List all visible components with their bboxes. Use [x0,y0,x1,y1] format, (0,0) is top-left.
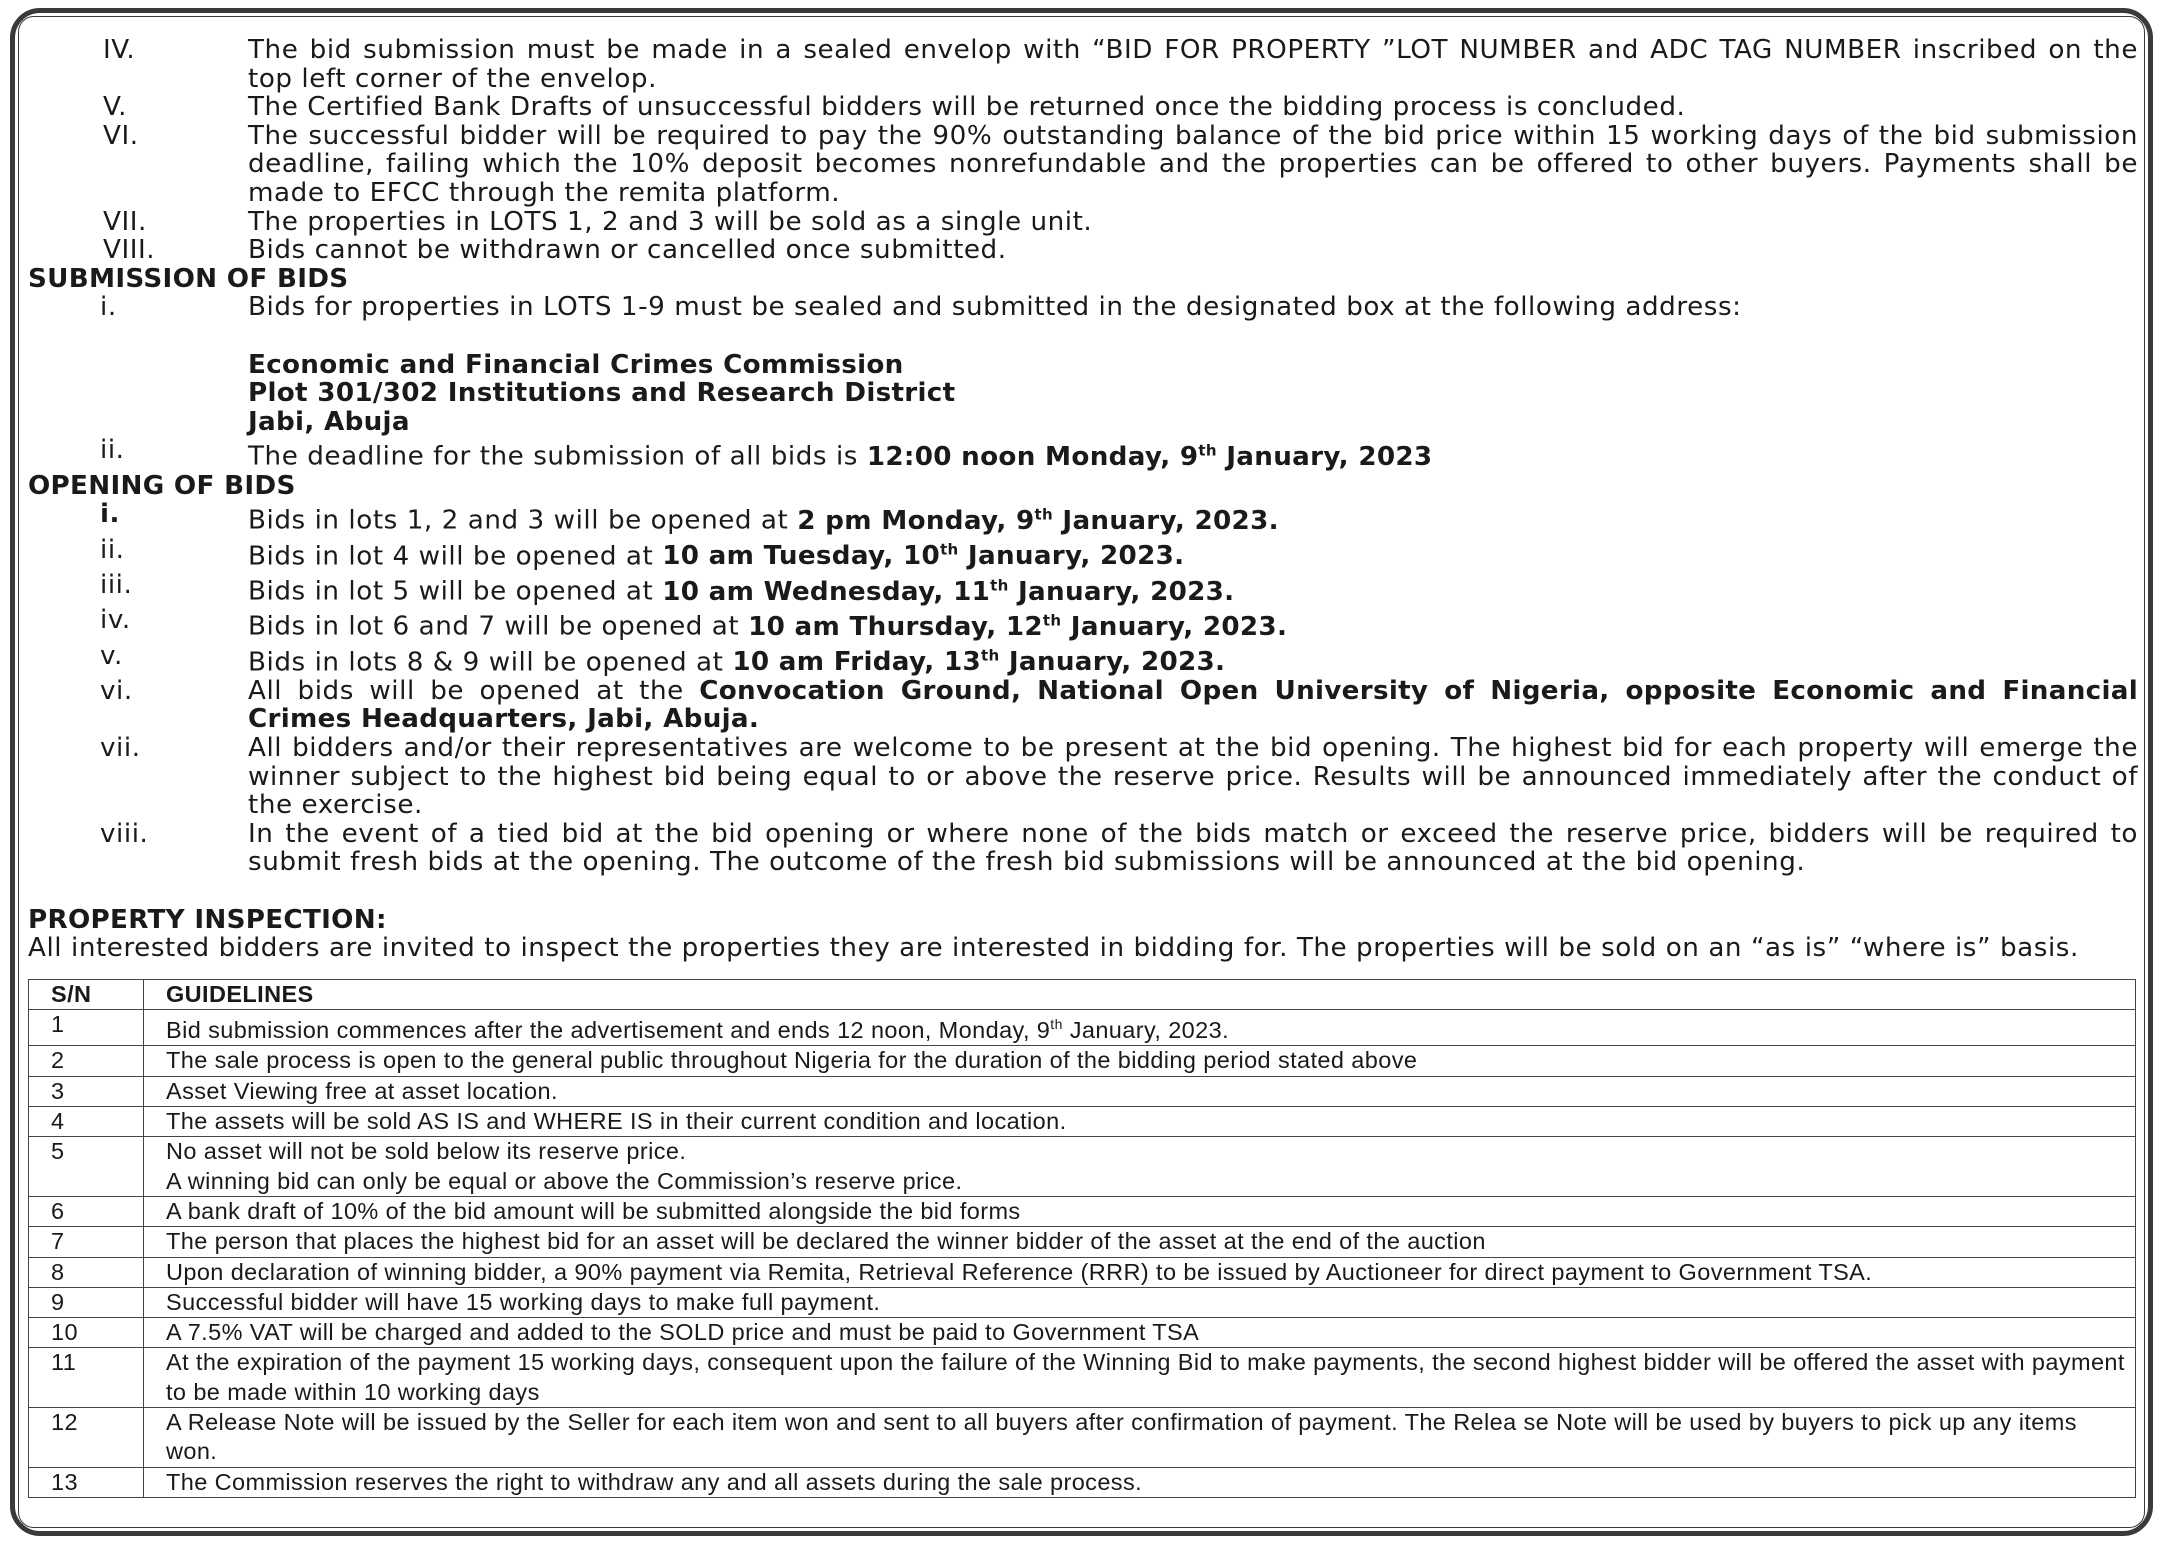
row-guideline: Upon declaration of winning bidder, a 90% payment via Remita, Retrieval Reference (RRR) to be issued by Auctioneer for direct payment to Government TSA. [144,1257,2136,1287]
opening-list [28,500,2138,677]
item-text: In the event of a tied bid at the bid opening or where none of the bids match or exceed the reserve price, bidders will be required to submit fresh bids at the opening. The outcome of the fresh bid submissions will be announced at the bid opening. [248,818,2138,878]
opening-item [28,606,2138,641]
opening-date: 10 am Tuesday, 10th January, 2023. [662,540,1185,572]
address-line: Plot 301/302 Institutions and Research District [248,378,956,409]
column-header-guidelines: GUIDELINES [144,980,2136,1010]
opening-date: 10 am Friday, 13th January, 2023. [732,646,1226,678]
item-text: Bids in lot 4 will be opened at 10 am Tuesday, 10th January, 2023. [248,540,1185,572]
table-row [29,1107,2136,1137]
opening-item-vii [28,734,2138,820]
row-sn: 5 [29,1137,144,1197]
table-row [29,1076,2136,1106]
row-guideline: Asset Viewing free at asset location. [144,1076,2136,1106]
table-row [29,1046,2136,1076]
submission-item-i [28,293,2138,322]
opening-item [28,500,2138,535]
opening-heading: OPENING OF BIDS [28,470,296,501]
item-text: The successful bidder will be required to pay the 90% outstanding balance of the bid price within 15 working days of the bid submission deadline, failing which the 10% deposit becomes nonrefundable and the properties can be offered to other buyers. Payments shall be made to EFCC through the remita platform. [248,120,2138,208]
address-block [28,351,2138,437]
item-number: VII. [103,206,147,237]
condition-item [28,208,2138,237]
item-number: viii. [100,818,149,849]
condition-item [28,36,2138,93]
item-text: Bids in lot 6 and 7 will be opened at 10 am Thursday, 12th January, 2023. [248,611,1288,642]
item-text: The bid submission must be made in a sealed envelop with “BID FOR PROPERTY ”LOT NUMBER and ADC TAG NUMBER inscribed on the top left corner of the envelop. [248,35,2138,94]
row-sn: 3 [29,1076,144,1106]
guidelines-table [28,979,2136,1498]
opening-item [28,536,2138,571]
opening-item [28,571,2138,606]
column-header-sn: S/N [29,980,144,1010]
row-guideline: At the expiration of the payment 15 working days, consequent upon the failure of the Winning Bid to make payments, the second highest bidder will be offered the asset with payment to be made within 10 working days [144,1348,2136,1408]
row-guideline: Bid submission commences after the advertisement and ends 12 noon, Monday, 9th January, 2023. [144,1010,2136,1046]
row-sn: 8 [29,1257,144,1287]
table-row [29,1407,2136,1467]
conditions-list [28,36,2138,265]
address-line: Economic and Financial Crimes Commission [248,349,904,380]
row-guideline: No asset will not be sold below its reserve price. A winning bid can only be equal or above the Commission’s reserve price. [144,1137,2136,1197]
inspection-text: All interested bidders are invited to inspect the properties they are interested in bidding for. The properties will be sold on an “as is” “where is” basis. [28,933,2079,964]
opening-item [28,642,2138,677]
row-sn: 7 [29,1227,144,1257]
condition-item [28,93,2138,122]
item-number: iv. [100,605,131,636]
row-guideline: The assets will be sold AS IS and WHERE IS in their current condition and location. [144,1107,2136,1137]
item-number: v. [100,640,123,671]
opening-date: 2 pm Monday, 9th January, 2023. [797,505,1279,536]
row-guideline: A Release Note will be issued by the Seller for each item won and sent to all buyers after confirmation of payment. The Relea se Note will be used by buyers to pick up any items won. [144,1407,2136,1467]
table-row [29,1196,2136,1226]
item-text [248,436,2138,471]
condition-item [28,122,2138,208]
item-text: Bids in lot 5 will be opened at 10 am Wednesday, 11th January, 2023. [248,575,1235,607]
row-sn: 9 [29,1287,144,1317]
condition-item [28,236,2138,265]
opening-item-vi [28,677,2138,734]
row-guideline: The Commission reserves the right to withdraw any and all assets during the sale process. [144,1467,2136,1497]
opening-date: 10 am Thursday, 12th January, 2023. [748,611,1288,642]
venue: Convocation Ground, National Open University of Nigeria, opposite Economic and Financial Crimes Headquarters, Jabi, Abuja. [248,675,2139,735]
item-number: vii. [100,733,141,764]
opening-date: 10 am Wednesday, 11th January, 2023. [662,575,1235,607]
item-text: Bids in lots 8 & 9 will be opened at 10 am Friday, 13th January, 2023. [248,646,1226,678]
table-row [29,1467,2136,1497]
item-text: Bids in lots 1, 2 and 3 will be opened at 2 pm Monday, 9th January, 2023. [248,505,1279,536]
notice-body [28,36,2138,963]
submission-heading: SUBMISSION OF BIDS [28,263,349,294]
row-sn: 10 [29,1318,144,1348]
item-text: The properties in LOTS 1, 2 and 3 will be sold as a single unit. [248,206,1093,237]
item-number: V. [103,92,127,123]
table-row [29,1257,2136,1287]
item-number: ii. [100,534,125,565]
inspection-heading: PROPERTY INSPECTION: [28,904,387,935]
row-sn: 2 [29,1046,144,1076]
opening-item-viii [28,820,2138,877]
item-number: iii. [100,569,133,600]
table-row [29,1137,2136,1197]
item-number: i. [100,499,121,530]
table-row [29,1010,2136,1046]
item-text: All bidders and/or their representatives are welcome to be present at the bid opening. The highest bid for each property will emerge the winner subject to the highest bid being equal to or above the reserve price. Results will be announced immediately after the conduct of the exercise. [248,733,2138,821]
deadline-text: The deadline for the submission of all bids is [248,442,867,473]
item-number: vi. [100,675,133,706]
item-number: ii. [100,435,125,466]
table-row [29,1318,2136,1348]
row-guideline: A 7.5% VAT will be charged and added to the SOLD price and must be paid to Government TSA [144,1318,2136,1348]
row-sn: 12 [29,1407,144,1467]
row-sn: 13 [29,1467,144,1497]
item-number: VI. [103,120,139,151]
item-text: Bids for properties in LOTS 1-9 must be sealed and submitted in the designated box at the following address: [248,292,1742,323]
row-guideline: The sale process is open to the general public throughout Nigeria for the duration of the bidding period stated above [144,1046,2136,1076]
submission-item-ii [28,436,2138,471]
table-header-row [29,980,2136,1010]
table-row [29,1287,2136,1317]
item-text: Bids cannot be withdrawn or cancelled once submitted. [248,235,1007,266]
table-row [29,1227,2136,1257]
item-number: IV. [103,35,136,65]
item-number: VIII. [103,235,156,266]
row-sn: 4 [29,1107,144,1137]
row-sn: 6 [29,1196,144,1226]
deadline-date: 12:00 noon Monday, 9th January, 2023 [866,441,1433,473]
row-guideline: The person that places the highest bid for an asset will be declared the winner bidder of the asset at the end of the auction [144,1227,2136,1257]
address-line: Jabi, Abuja [248,406,410,437]
row-sn: 1 [29,1010,144,1046]
row-sn: 11 [29,1348,144,1408]
item-text: All bids will be opened at the Convocation Ground, National Open University of Nigeria, opposite Economic and Financial Crimes Headquarters, Jabi, Abuja. [248,675,2139,735]
row-guideline: A bank draft of 10% of the bid amount will be submitted alongside the bid forms [144,1196,2136,1226]
table-row [29,1348,2136,1408]
item-text: The Certified Bank Drafts of unsuccessful bidders will be returned once the bidding process is concluded. [248,92,1686,123]
item-number: i. [100,292,117,323]
row-guideline: Successful bidder will have 15 working days to make full payment. [144,1287,2136,1317]
